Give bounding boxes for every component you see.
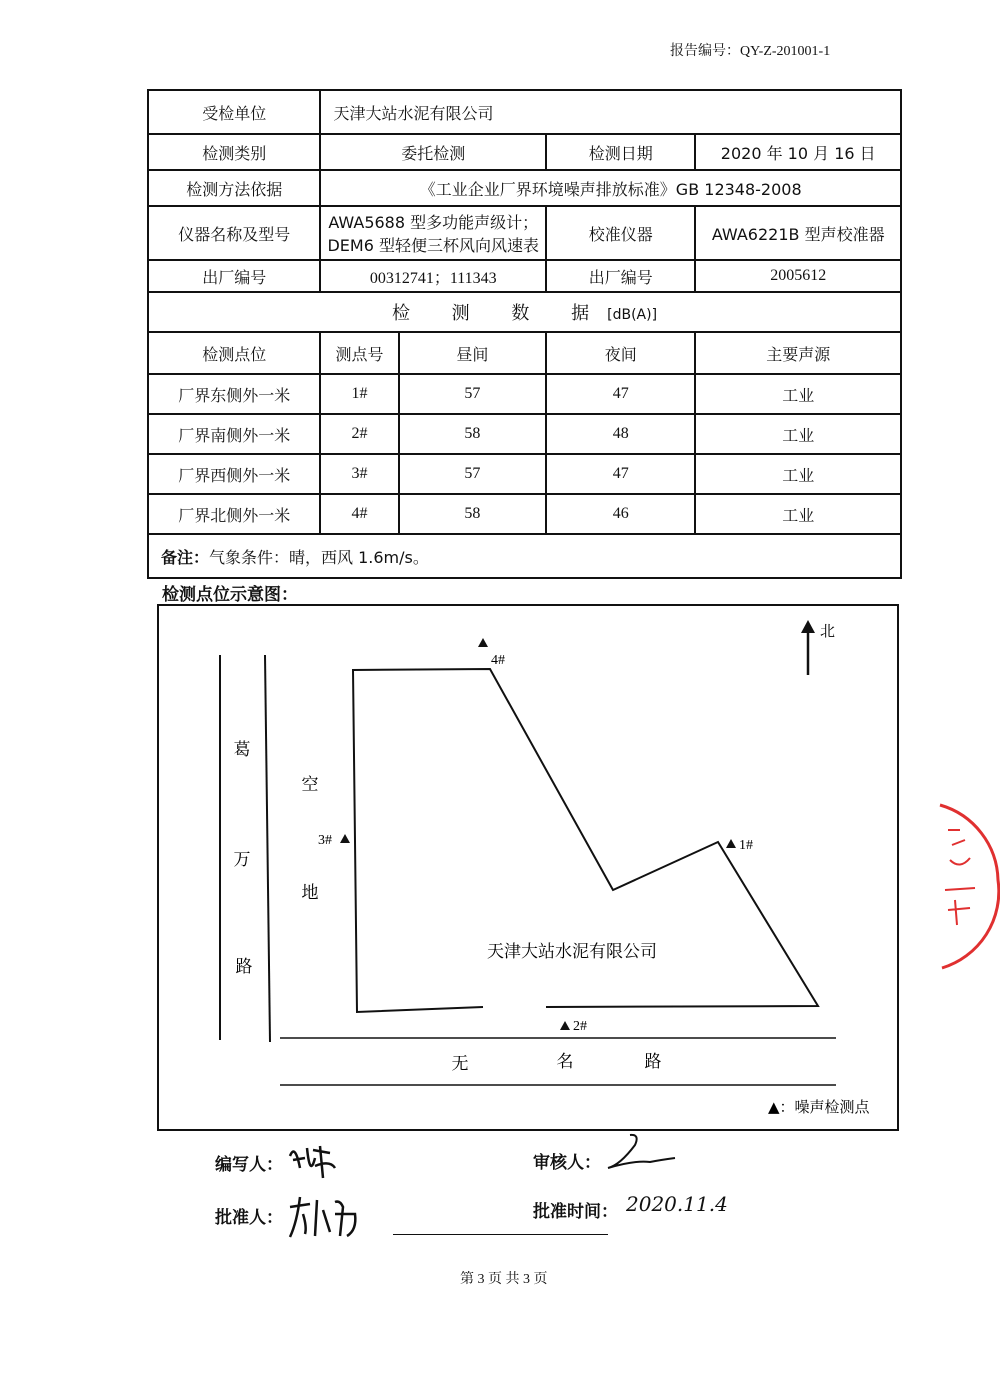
col-header-location: 检测点位	[148, 332, 320, 374]
cell-night: 46	[546, 494, 695, 534]
cell-source: 工业	[695, 454, 901, 494]
cell-point: 1#	[320, 374, 398, 414]
north-arrow-icon	[801, 620, 815, 633]
cell-day: 58	[399, 494, 546, 534]
road-left-char: 葛	[233, 740, 251, 760]
instrument-label: 仪器名称及型号	[148, 206, 320, 260]
cell-location: 厂界北侧外一米	[148, 494, 320, 534]
cell-night: 48	[546, 414, 695, 454]
report-table	[147, 89, 902, 579]
column-header-row	[148, 332, 901, 374]
method-label: 检测方法依据	[148, 170, 320, 206]
point-label-2: 2#	[573, 1019, 587, 1034]
data-section-title	[148, 292, 901, 332]
col-header-source: 主要声源	[695, 332, 901, 374]
calib-value: AWA6221B 型声校准器	[695, 206, 901, 260]
company-label: 天津大站水泥有限公司	[487, 942, 657, 962]
signature-underline	[393, 1234, 608, 1235]
approve-time-value: 2020.11.4	[626, 1192, 728, 1216]
point-triangle-icon	[478, 638, 488, 647]
point-label-4: 4#	[491, 653, 505, 668]
site-diagram	[150, 600, 905, 1135]
cell-location: 厂界南侧外一米	[148, 414, 320, 454]
date-value: 2020 年 10 月 16 日	[695, 134, 901, 170]
cell-day: 57	[399, 374, 546, 414]
instrument-line-2: DEM6 型轻便三杯风向风速表	[327, 236, 539, 255]
approver-signature	[285, 1192, 365, 1242]
cell-night: 47	[546, 374, 695, 414]
point-triangle-icon	[340, 834, 350, 843]
reviewer-label: 审核人：	[533, 1153, 601, 1173]
cell-day: 58	[399, 414, 546, 454]
reviewer-signature	[600, 1130, 680, 1175]
approve-time-label: 批准时间：	[533, 1202, 618, 1222]
table-row	[148, 454, 901, 494]
road-bottom-char: 无	[451, 1054, 469, 1074]
seal-stamp-icon	[930, 800, 1000, 975]
legend-label: ▲：噪声检测点	[768, 1098, 870, 1116]
road-left-line-2	[265, 655, 270, 1042]
page-number: 第 3 页 共 3 页	[460, 1272, 548, 1287]
type-label: 检测类别	[148, 134, 320, 170]
cell-source: 工业	[695, 414, 901, 454]
method-value: 《工业企业厂界环境噪声排放标准》GB 12348-2008	[320, 170, 901, 206]
col-header-day: 昼间	[399, 332, 546, 374]
cell-day: 57	[399, 454, 546, 494]
instrument-value	[320, 206, 546, 260]
table-row	[148, 414, 901, 454]
road-left-char: 万	[233, 850, 251, 870]
date-label: 检测日期	[546, 134, 695, 170]
remark-cell	[148, 534, 901, 578]
data-title: 检 测 数 据	[391, 303, 608, 324]
point-triangle-icon	[726, 839, 736, 848]
diagram-title: 检测点位示意图：	[162, 585, 298, 605]
cell-point: 3#	[320, 454, 398, 494]
instrument-line-1: AWA5688 型多功能声级计；	[328, 213, 539, 232]
cell-point: 4#	[320, 494, 398, 534]
approver-label: 批准人：	[215, 1208, 283, 1228]
unit-value: 天津大站水泥有限公司	[320, 90, 901, 134]
type-value: 委托检测	[320, 134, 546, 170]
open-land-char: 地	[301, 883, 319, 903]
serial-label: 出厂编号	[148, 260, 320, 292]
cell-point: 2#	[320, 414, 398, 454]
cell-source: 工业	[695, 494, 901, 534]
table-row	[148, 374, 901, 414]
author-signature	[285, 1138, 345, 1183]
cell-source: 工业	[695, 374, 901, 414]
road-bottom-char: 路	[644, 1052, 662, 1072]
road-bottom-char: 名	[556, 1052, 574, 1072]
table-row	[148, 494, 901, 534]
point-triangle-icon	[560, 1021, 570, 1030]
point-label-3: 3#	[318, 833, 332, 848]
cell-location: 厂界西侧外一米	[148, 454, 320, 494]
diagram-frame	[158, 605, 898, 1130]
serial-value: 00312741；111343	[320, 260, 546, 292]
calib-label: 校准仪器	[546, 206, 695, 260]
road-left-char: 路	[235, 957, 253, 977]
serial2-label: 出厂编号	[546, 260, 695, 292]
author-label: 编写人：	[215, 1155, 283, 1175]
unit-label: 受检单位	[148, 90, 320, 134]
report-number: 报告编号：QY-Z-201001-1	[670, 44, 831, 59]
col-header-night: 夜间	[546, 332, 695, 374]
cell-night: 47	[546, 454, 695, 494]
serial2-value: 2005612	[695, 260, 901, 292]
col-header-point: 测点号	[320, 332, 398, 374]
open-land-char: 空	[301, 775, 319, 795]
cell-location: 厂界东侧外一米	[148, 374, 320, 414]
north-label: 北	[820, 622, 836, 640]
point-label-1: 1#	[739, 838, 753, 853]
remark-label: 备注：	[161, 547, 210, 567]
data-unit: [dB(A)]	[607, 307, 658, 323]
remark-value: 气象条件：晴，西风 1.6m/s。	[209, 547, 429, 567]
